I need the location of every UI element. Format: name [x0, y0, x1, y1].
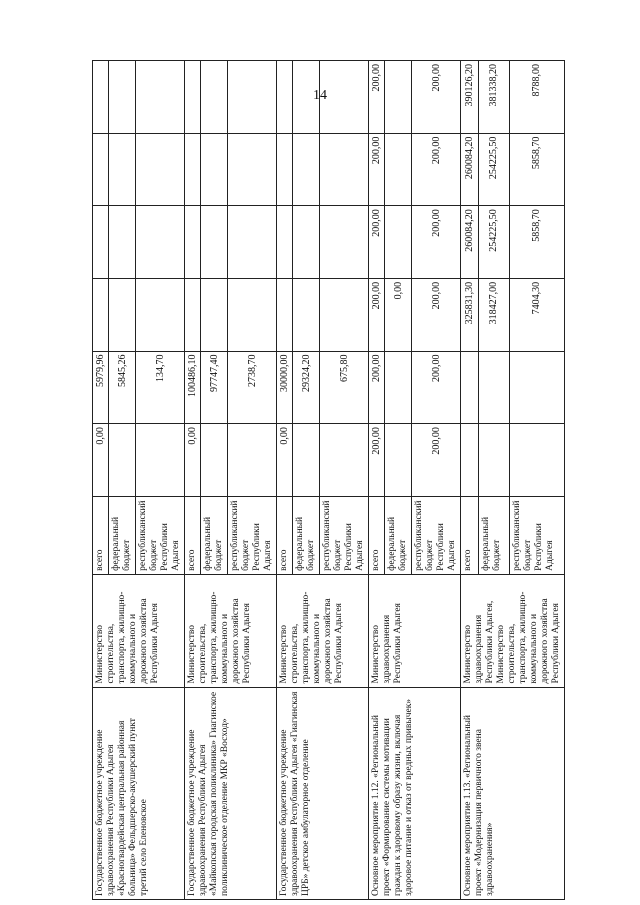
funding-source: всего — [277, 496, 293, 574]
amount-cell — [93, 61, 109, 134]
amount-cell — [109, 206, 136, 279]
amount-cell — [201, 206, 228, 279]
amount-cell — [185, 206, 201, 279]
amount-cell: 200,00 — [412, 133, 461, 206]
amount-cell — [93, 206, 109, 279]
amount-cell — [509, 351, 564, 424]
amount-cell: 254225,50 — [479, 206, 510, 279]
amount-cell: 260084,20 — [461, 133, 479, 206]
amount-cell — [136, 206, 185, 279]
amount-cell — [293, 133, 320, 206]
amount-cell — [385, 61, 412, 134]
amount-cell: 7404,30 — [509, 278, 564, 351]
amount-cell — [509, 424, 564, 497]
amount-cell: 200,00 — [412, 278, 461, 351]
amount-cell — [136, 424, 185, 497]
amount-cell — [185, 61, 201, 134]
amount-cell: 200,00 — [369, 61, 385, 134]
funding-source: всего — [461, 496, 479, 574]
measure-name: Государственное бюджетное учреждение здравоохранения Республики Адыгея «Гиагинская ЦРБ» детское амбулаторное отделение — [277, 687, 369, 899]
funding-source: федеральный бюджет — [201, 496, 228, 574]
amount-cell: 0,00 — [385, 278, 412, 351]
amount-cell: 200,00 — [412, 61, 461, 134]
amount-cell: 325831,30 — [461, 278, 479, 351]
amount-cell — [320, 424, 369, 497]
amount-cell — [185, 133, 201, 206]
amount-cell — [385, 424, 412, 497]
amount-cell — [293, 278, 320, 351]
amount-cell: 30000,00 — [277, 351, 293, 424]
amount-cell: 100486,10 — [185, 351, 201, 424]
amount-cell — [293, 424, 320, 497]
amount-cell — [228, 278, 277, 351]
amount-cell — [93, 133, 109, 206]
amount-cell — [320, 61, 369, 134]
amount-cell — [109, 61, 136, 134]
funding-source: федеральный бюджет — [479, 496, 510, 574]
funding-source: всего — [369, 496, 385, 574]
executor: Министерство здравоохранения Республики Адыгея, Министерство строительства, транспорта, жилищно-коммунального и дорожного хозяйства Республики Адыгея — [461, 574, 565, 687]
amount-cell — [277, 206, 293, 279]
executor: Министерство строительства, транспорта, жилищно-коммунального и дорожного хозяйства Республики Адыгея — [277, 574, 369, 687]
amount-cell: 5845,26 — [109, 351, 136, 424]
amount-cell — [385, 351, 412, 424]
table-row — [369, 61, 385, 900]
funding-source: федеральный бюджет — [109, 496, 136, 574]
amount-cell: 5858,70 — [509, 206, 564, 279]
amount-cell — [228, 206, 277, 279]
amount-cell — [201, 424, 228, 497]
amount-cell: 0,00 — [277, 424, 293, 497]
amount-cell — [136, 133, 185, 206]
amount-cell — [461, 351, 479, 424]
amount-cell: 97747,40 — [201, 351, 228, 424]
funding-source: республиканский бюджет Республики Адыгея — [509, 496, 564, 574]
executor: Министерство строительства, транспорта, жилищно-коммунального и дорожного хозяйства Республики Адыгея — [93, 574, 185, 687]
amount-cell — [320, 133, 369, 206]
amount-cell — [293, 206, 320, 279]
amount-cell: 0,00 — [93, 424, 109, 497]
amount-cell: 200,00 — [412, 206, 461, 279]
amount-cell — [185, 278, 201, 351]
amount-cell — [385, 206, 412, 279]
table-row — [461, 61, 479, 900]
table-body — [93, 61, 565, 900]
amount-cell: 200,00 — [412, 424, 461, 497]
amount-cell: 200,00 — [369, 351, 385, 424]
amount-cell — [136, 61, 185, 134]
amount-cell — [385, 133, 412, 206]
amount-cell — [320, 206, 369, 279]
amount-cell — [136, 278, 185, 351]
amount-cell — [277, 133, 293, 206]
funding-source: республиканский бюджет Республики Адыгея — [228, 496, 277, 574]
amount-cell — [320, 278, 369, 351]
amount-cell: 5979,96 — [93, 351, 109, 424]
amount-cell: 200,00 — [369, 424, 385, 497]
amount-cell: 200,00 — [369, 133, 385, 206]
funding-source: всего — [185, 496, 201, 574]
amount-cell — [109, 278, 136, 351]
amount-cell — [293, 61, 320, 134]
amount-cell: 5858,70 — [509, 133, 564, 206]
amount-cell — [93, 278, 109, 351]
table-row — [185, 61, 201, 900]
measure-name: Основное мероприятие 1.12. «Региональный проект «Формирование системы мотивации граждан к здоровому образу жизни, включая здоровое питание и отказ от вредных привычек» — [369, 687, 461, 899]
amount-cell — [228, 61, 277, 134]
amount-cell — [201, 61, 228, 134]
executor: Министерство здравоохранения Республики Адыгея — [369, 574, 461, 687]
amount-cell: 390126,20 — [461, 61, 479, 134]
amount-cell: 260084,20 — [461, 206, 479, 279]
amount-cell: 200,00 — [369, 278, 385, 351]
funding-source: республиканский бюджет Республики Адыгея — [412, 496, 461, 574]
amount-cell — [201, 278, 228, 351]
measure-name: Государственное бюджетное учреждение здравоохранения Республики Адыгея «Майкопская городская поликлиника» Гиагинское поликлиническое отделение МКР «Восход» — [185, 687, 277, 899]
amount-cell: 8788,00 — [509, 61, 564, 134]
amount-cell — [109, 133, 136, 206]
amount-cell — [461, 424, 479, 497]
amount-cell: 318427,00 — [479, 278, 510, 351]
amount-cell — [201, 133, 228, 206]
measure-name: Основное мероприятие 1.13. «Региональный проект «Модернизация первичного звена здравоохранения» — [461, 687, 565, 899]
funding-source: всего — [93, 496, 109, 574]
executor: Министерство строительства, транспорта, жилищно-коммунального и дорожного хозяйства Республики Адыгея — [185, 574, 277, 687]
rotated-table-wrapper — [92, 60, 560, 900]
table-row — [93, 61, 109, 900]
amount-cell: 29324,20 — [293, 351, 320, 424]
amount-cell — [479, 351, 510, 424]
amount-cell: 2738,70 — [228, 351, 277, 424]
amount-cell: 254225,50 — [479, 133, 510, 206]
funding-source: федеральный бюджет — [385, 496, 412, 574]
amount-cell — [109, 424, 136, 497]
funding-source: федеральный бюджет — [293, 496, 320, 574]
table-row — [277, 61, 293, 900]
amount-cell: 134,70 — [136, 351, 185, 424]
amount-cell: 0,00 — [185, 424, 201, 497]
measure-name: Государственное бюджетное учреждение здравоохранения Республики Адыгея «Красногвардейская центральная районная больница» Фельдшерско-акушерский пункт третий село Еленовское — [93, 687, 185, 899]
amount-cell: 200,00 — [412, 351, 461, 424]
amount-cell — [228, 133, 277, 206]
page-number: 14 — [313, 88, 327, 103]
amount-cell — [277, 61, 293, 134]
funding-table — [92, 60, 565, 900]
funding-source: республиканский бюджет Республики Адыгея — [320, 496, 369, 574]
amount-cell — [277, 278, 293, 351]
amount-cell — [228, 424, 277, 497]
funding-source: республиканский бюджет Республики Адыгея — [136, 496, 185, 574]
amount-cell — [479, 424, 510, 497]
amount-cell: 675,80 — [320, 351, 369, 424]
amount-cell: 200,00 — [369, 206, 385, 279]
amount-cell: 381338,20 — [479, 61, 510, 134]
